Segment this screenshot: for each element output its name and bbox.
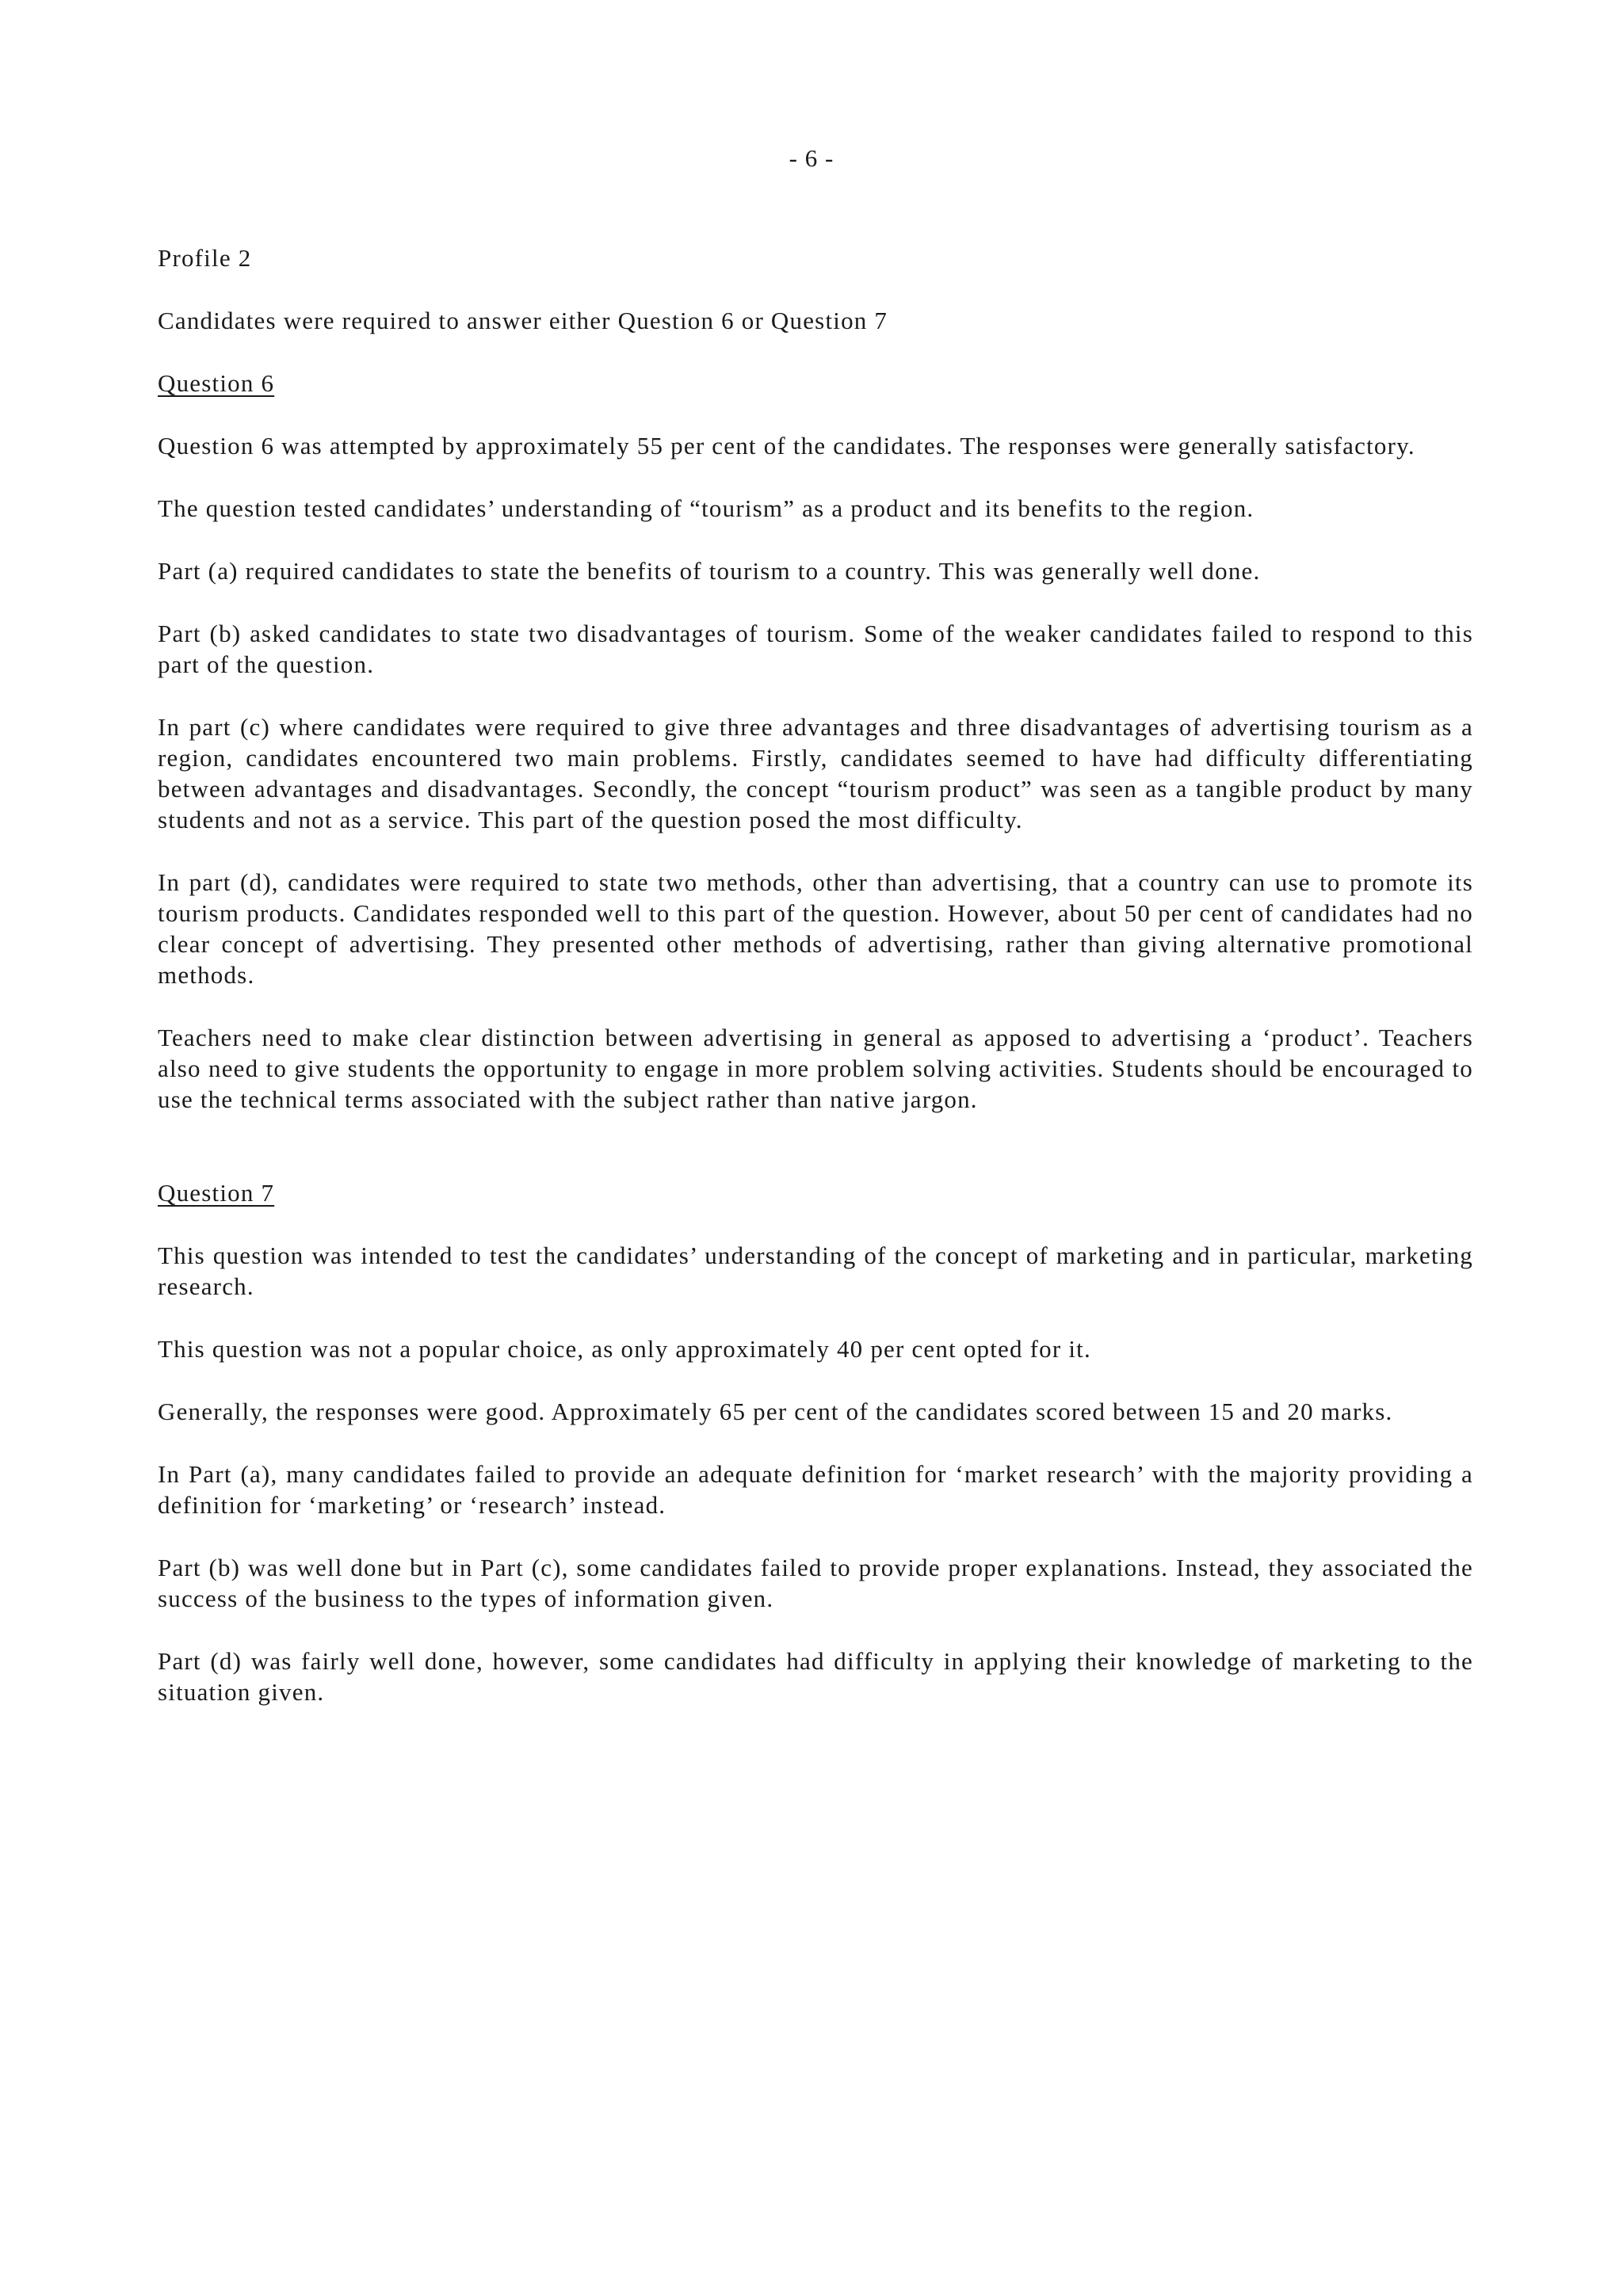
question-7-paragraph: Part (b) was well done but in Part (c), some candidates failed to provide proper explanations. Instead, they associated the success of the business to the types of information given. (158, 1554, 1473, 1612)
question-7-paragraph: Part (d) was fairly well done, however, some candidates had difficulty in applying their knowledge of marketing to the situation given. (158, 1647, 1473, 1706)
report-body (158, 242, 1473, 1739)
question-7-heading: Question 7 (158, 1179, 275, 1207)
question-7-paragraph: In Part (a), many candidates failed to provide an adequate definition for ‘market research’ with the majority providing a definition for ‘marketing’ or ‘research’ instead. (158, 1460, 1473, 1519)
question-6-section (158, 368, 1473, 1115)
question-6-paragraph: The question tested candidates’ understanding of “tourism” as a product and its benefits to the region. (158, 494, 1254, 522)
question-6-paragraph: Part (b) asked candidates to state two disadvantages of tourism. Some of the weaker candidates failed to respond to this part of the question. (158, 620, 1473, 678)
question-6-paragraph: Teachers need to make clear distinction between advertising in general as apposed to advertising a ‘product’. Teachers also need to give students the opportunity to engage in more problem solving activities. Students should be encouraged to use the technical terms associated with the subject rather than native jargon. (158, 1024, 1473, 1113)
question-6-paragraph: In part (d), candidates were required to state two methods, other than advertising, that a country can use to promote its tourism products. Candidates responded well to this part of the question. However, about 50 per cent of candidates had no clear concept of advertising. They presented other methods of advertising, rather than giving alternative promotional methods. (158, 868, 1473, 989)
profile-label: Profile 2 (158, 244, 252, 272)
question-7-paragraph: This question was intended to test the candidates’ understanding of the concept of marketing and in particular, marketing research. (158, 1241, 1473, 1300)
question-6-paragraph: In part (c) where candidates were required to give three advantages and three disadvantages of advertising tourism as a region, candidates encountered two main problems. Firstly, candidates seemed to have had difficulty differentiating between advantages and disadvantages. Secondly, the concept “tourism product” was seen as a tangible product by many students and not as a service. This part of the question posed the most difficulty. (158, 713, 1473, 833)
question-6-paragraph: Question 6 was attempted by approximately 55 per cent of the candidates. The responses were generally satisfactory. (158, 432, 1415, 460)
instruction-text: Candidates were required to answer either Question 6 or Question 7 (158, 307, 888, 334)
question-6-heading: Question 6 (158, 369, 275, 397)
question-7-paragraph: Generally, the responses were good. Approximately 65 per cent of the candidates scored between 15 and 20 marks. (158, 1398, 1393, 1425)
question-7-section (158, 1177, 1473, 1707)
page-number: - 6 - (789, 144, 834, 172)
question-7-paragraph: This question was not a popular choice, as only approximately 40 per cent opted for it. (158, 1335, 1091, 1363)
question-6-paragraph: Part (a) required candidates to state the benefits of tourism to a country. This was generally well done. (158, 557, 1261, 585)
